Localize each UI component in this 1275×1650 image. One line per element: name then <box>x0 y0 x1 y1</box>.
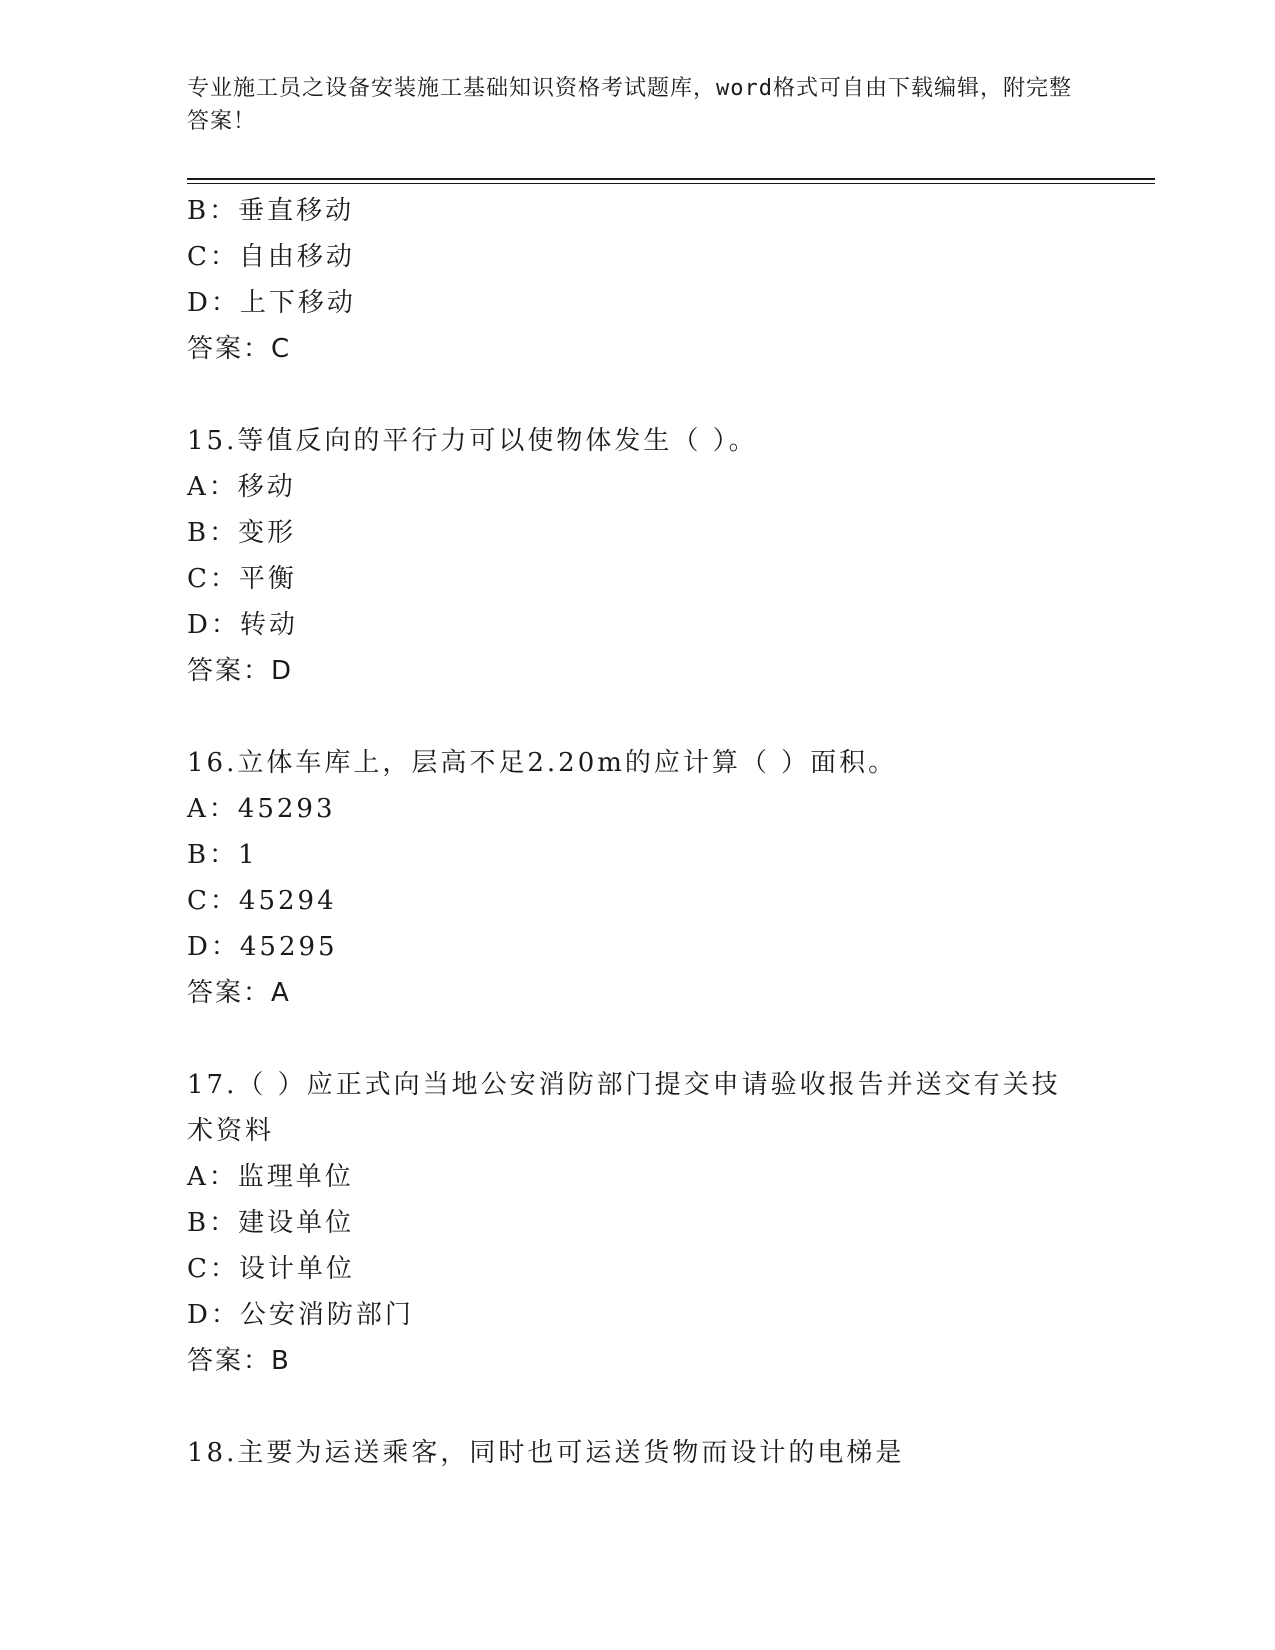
question-stem: 16.立体车库上，层高不足2.20m的应计算（ ）面积。 <box>187 748 898 778</box>
answer-line: 答案：C <box>187 334 292 364</box>
option-line: A：监理单位 <box>187 1162 354 1192</box>
option-line: B：垂直移动 <box>187 196 355 226</box>
option-line: C：平衡 <box>187 564 297 594</box>
option-line: A：45293 <box>187 794 336 824</box>
option-line: D：45295 <box>187 932 338 962</box>
header-rule-thick <box>187 178 1155 180</box>
option-line: B：1 <box>187 840 258 870</box>
header-rule-thin <box>187 183 1155 184</box>
question-18 <box>187 1430 1155 1476</box>
question-15 <box>187 418 1155 694</box>
option-line: A：移动 <box>187 472 296 502</box>
carryover-block <box>187 188 1155 372</box>
answer-line: 答案：B <box>187 1346 291 1376</box>
option-line: B：变形 <box>187 518 297 548</box>
option-line: D：转动 <box>187 610 298 640</box>
question-content <box>187 188 1155 1476</box>
question-stem: 15.等值反向的平行力可以使物体发生（ ）。 <box>187 426 758 456</box>
option-line: C：自由移动 <box>187 242 355 272</box>
option-line: C：45294 <box>187 886 337 916</box>
option-line: B：建设单位 <box>187 1208 355 1238</box>
question-17 <box>187 1062 1155 1384</box>
option-line: D：公安消防部门 <box>187 1300 414 1330</box>
header-note: 专业施工员之设备安装施工基础知识资格考试题库，word格式可自由下载编辑，附完整答案！ <box>187 76 1072 134</box>
question-16 <box>187 740 1155 1016</box>
answer-line: 答案：D <box>187 656 294 686</box>
option-line: D：上下移动 <box>187 288 356 318</box>
question-stem: 18.主要为运送乘客，同时也可运送货物而设计的电梯是 <box>187 1438 905 1468</box>
option-line: C：设计单位 <box>187 1254 355 1284</box>
question-stem: 17.（ ）应正式向当地公安消防部门提交申请验收报告并送交有关技术资料 <box>187 1070 1061 1146</box>
answer-line: 答案：A <box>187 978 291 1008</box>
